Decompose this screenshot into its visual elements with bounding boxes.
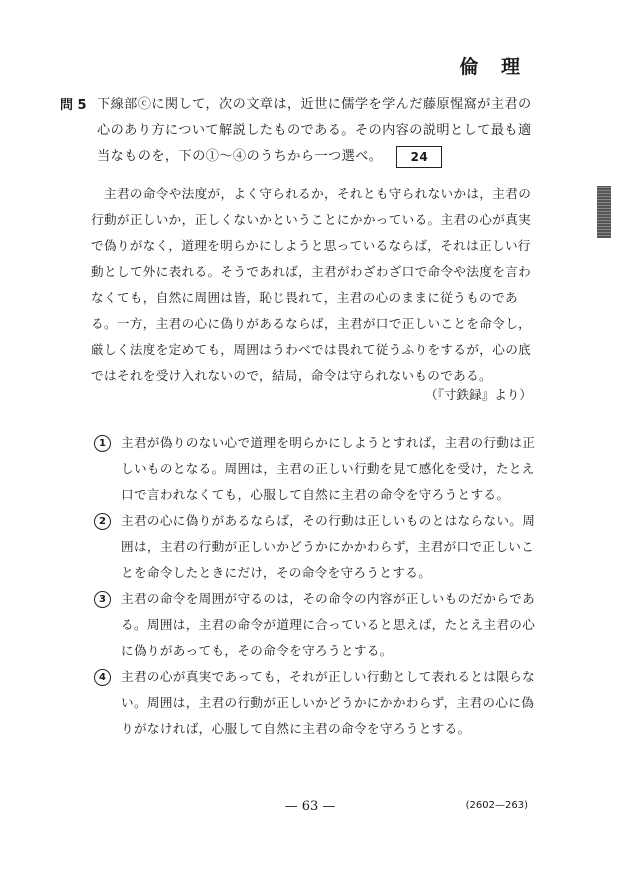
question-stem-text: 下線部ⓒに関して，次の文章は，近世に儒学を学んだ藤原惺窩が主君の心のあり方について解説したものである。その内容の説明として最も適当なものを，下の①～④のうちから一つ選べ。 <box>97 97 532 164</box>
side-index-tab <box>597 186 611 238</box>
choice-text: 主君の心が真実であっても，それが正しい行動として表れるとは限らない。周囲は，主君の行動が正しいかどうかにかかわらず，主君の心に偽りがなければ，心服して自然に主君の命令を守ろうとする。 <box>121 669 536 736</box>
question-label: 問 5 <box>60 98 87 113</box>
choice-3 <box>91 586 539 664</box>
page-number: — 63 — <box>284 799 336 814</box>
passage-text: 主君の命令や法度が，よく守られるか，それとも守られないかは，主君の行動が正しいか，正しくないかということにかかっている。主君の心が真実で偽りがなく，道理を明らかにしようと思っているならば，それは正しい行動として外に表れる。そうであれば，主君がわざわざ口で命令や法度を言わなくても，自然に周囲は皆，恥じ畏れて，主君の心のままに従うものである。一方，主君の心に偽りがあるならば，主君が口で正しいことを命令し，厳しく法度を定めても，周囲はうわべでは畏れて従うふりをするが，心の底ではそれを受け入れないので，結局，命令は守られないものである。 <box>91 186 532 383</box>
choice-number: 2 <box>94 513 111 530</box>
choice-4 <box>91 664 539 742</box>
choice-number: 1 <box>94 435 111 452</box>
exam-code: (2602—263) <box>465 800 528 811</box>
passage-source: （『寸鉄録』より） <box>424 387 532 402</box>
choice-text: 主君の心に偽りがあるならば，その行動は正しいものとはならない。周囲は，主君の行動が正しいかどうかにかかわらず，主君が口で正しいことを命令したときにだけ，その命令を守ろうとする。 <box>121 513 536 580</box>
choice-number: 3 <box>94 591 111 608</box>
choice-2 <box>91 508 539 586</box>
choice-1 <box>91 430 539 508</box>
subject-title: 倫 理 <box>459 56 528 78</box>
question-stem <box>97 92 537 170</box>
choice-text: 主君が偽りのない心で道理を明らかにしようとすれば，主君の行動は正しいものとなる。周囲は，主君の正しい行動を見て感化を受け，たとえ口で言われなくても，心服して自然に主君の命令を守ろうとする。 <box>121 435 536 502</box>
answer-box: 24 <box>396 146 442 168</box>
choice-list <box>91 430 539 742</box>
choice-number: 4 <box>94 669 111 686</box>
choice-text: 主君の命令を周囲が守るのは，その命令の内容が正しいものだからである。周囲は，主君の命令が道理に合っていると思えば，たとえ主君の心に偽りがあっても，その命令を守ろうとする。 <box>121 591 536 658</box>
